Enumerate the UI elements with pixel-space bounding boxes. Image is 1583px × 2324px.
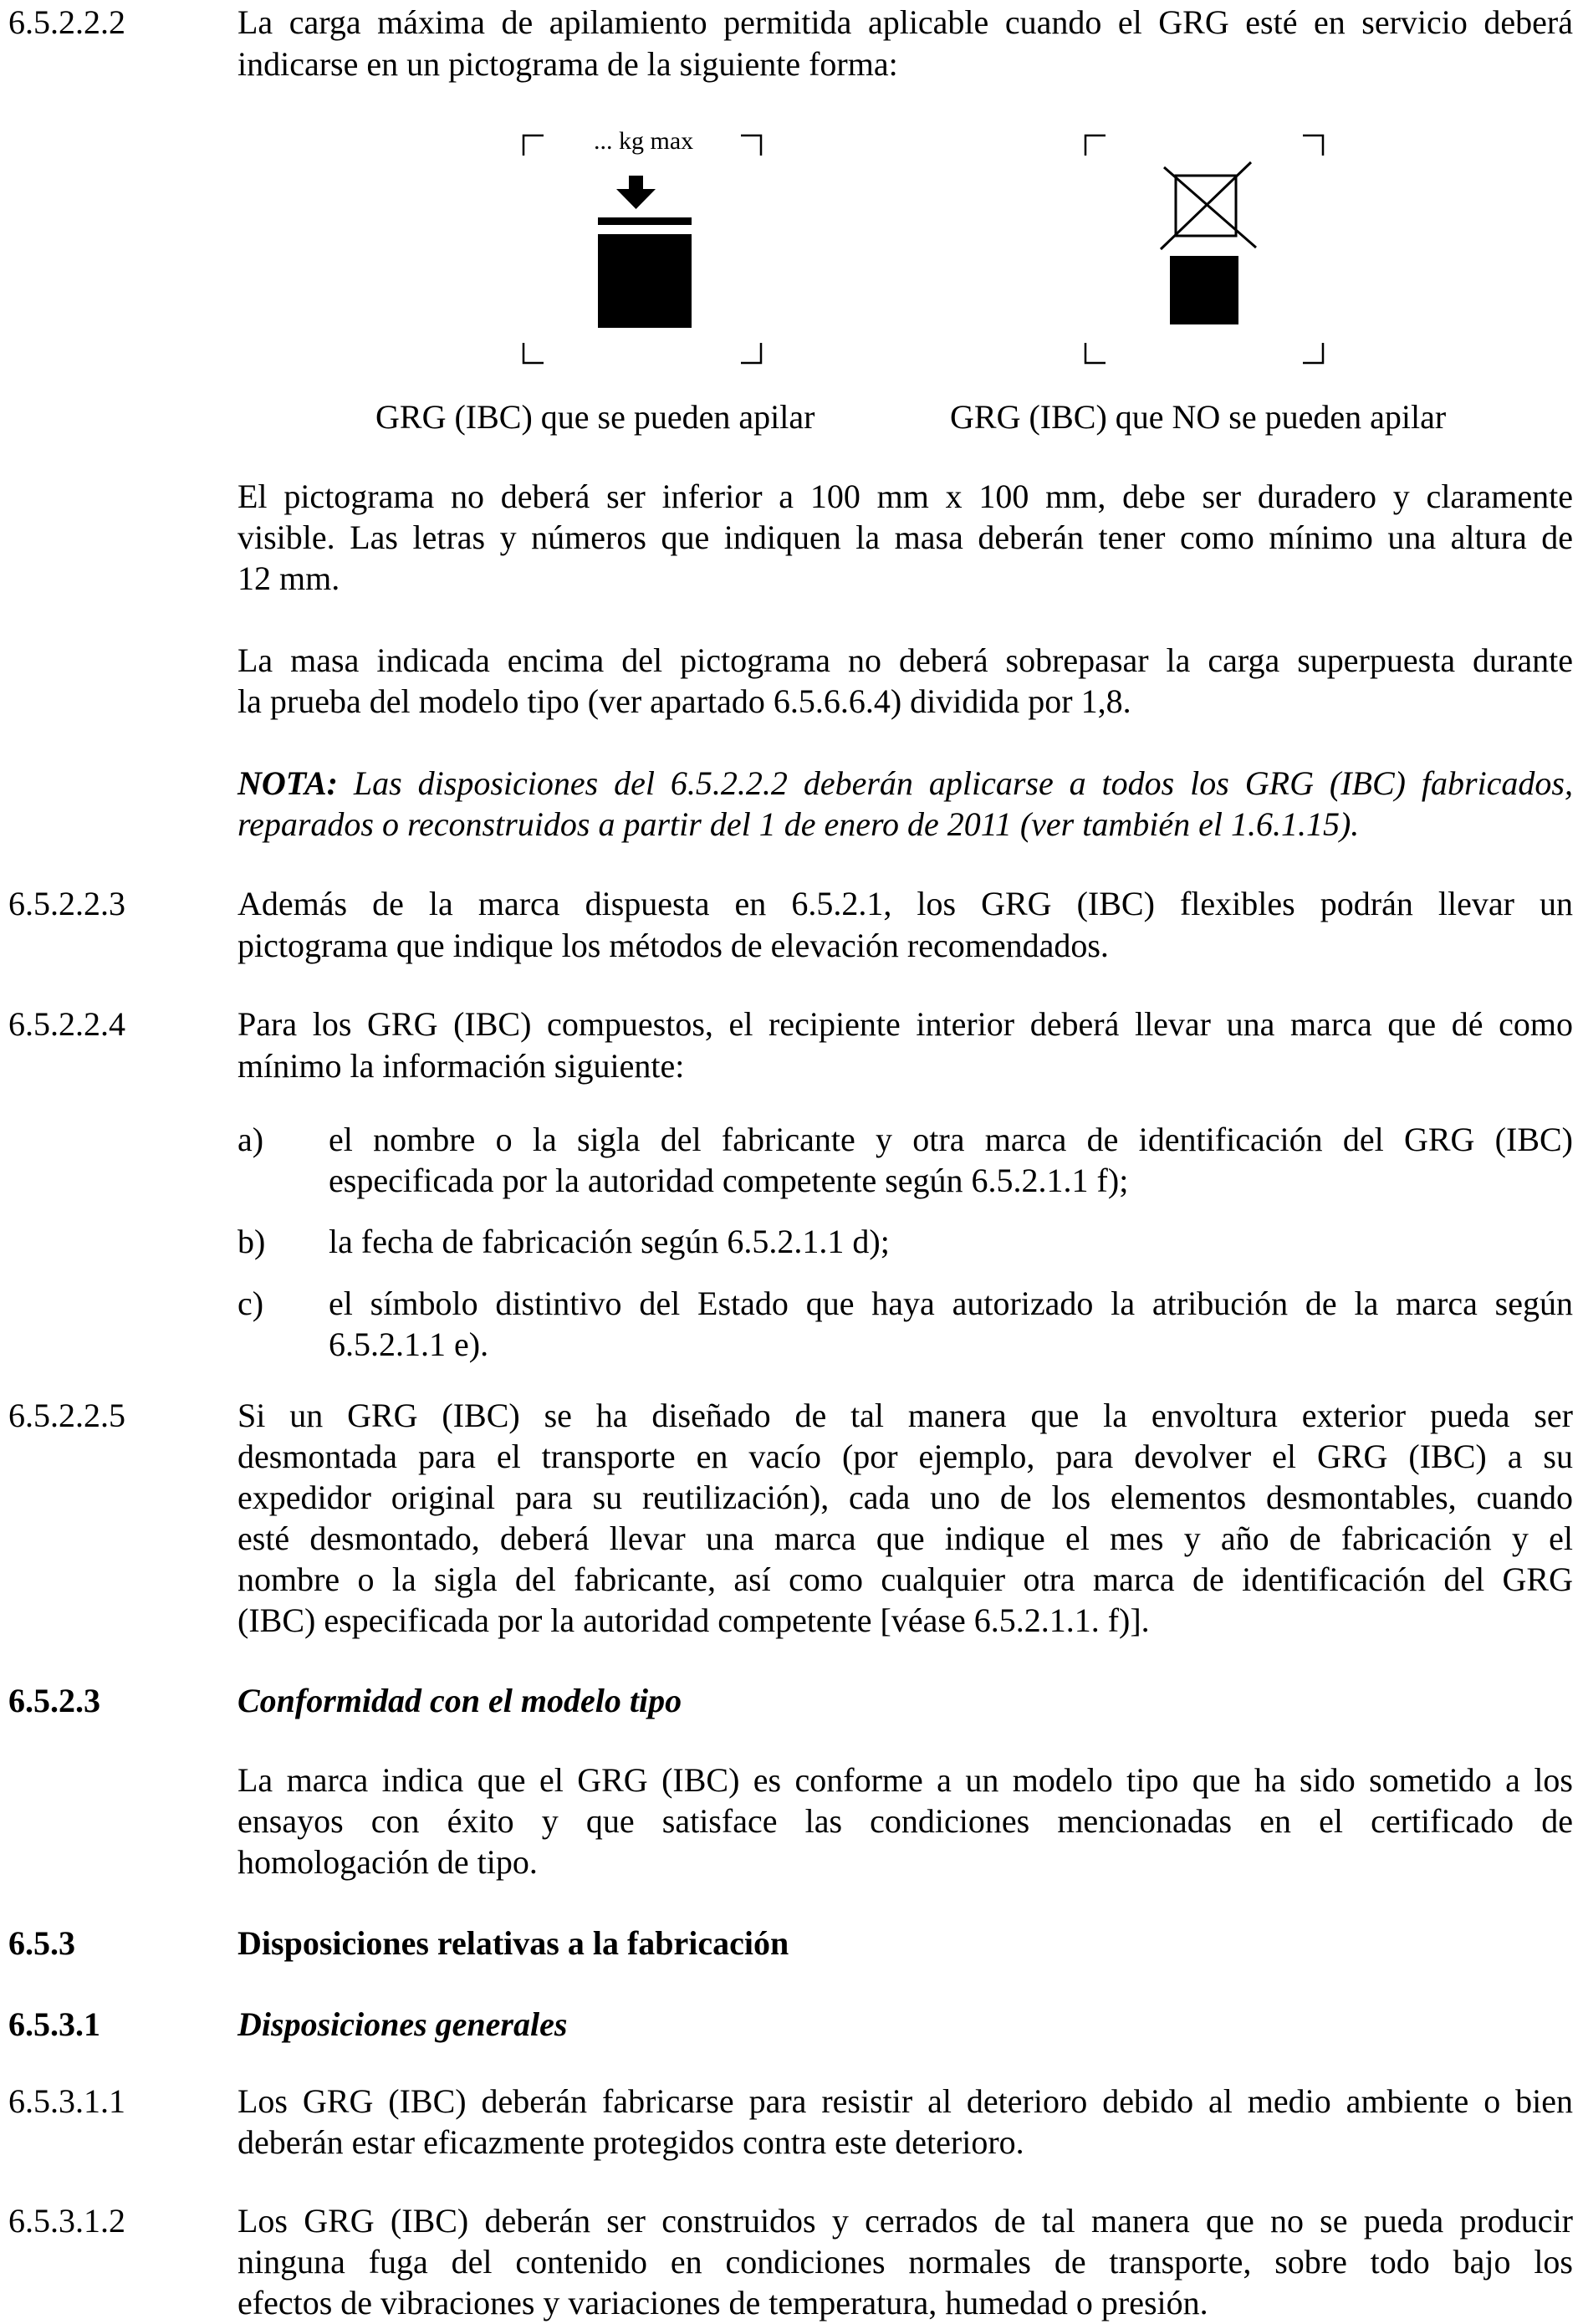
section-number-6-5-3-1: 6.5.3.1 bbox=[8, 2005, 100, 2043]
paragraph-line: Para los GRG (IBC) compuestos, el recipiente interior deberá llevar una marca que dé como bbox=[237, 1005, 1573, 1043]
paragraph-line: La masa indicada encima del pictograma no deberá sobrepasar la carga superpuesta durante bbox=[237, 641, 1573, 679]
load-bar bbox=[598, 217, 692, 225]
section-heading: Disposiciones relativas a la fabricación bbox=[237, 1924, 789, 1962]
paragraph-line: mínimo la información siguiente: bbox=[237, 1047, 685, 1085]
note-line bbox=[237, 763, 1573, 804]
crossed-box-icon bbox=[1161, 162, 1256, 249]
paragraph-line: indicarse en un pictograma de la siguiente forma: bbox=[237, 45, 898, 83]
note-text: Las disposiciones del 6.5.2.2.2 deberán aplicarse a todos los GRG (IBC) fabricados, bbox=[338, 764, 1573, 802]
paragraph-line: homologación de tipo. bbox=[237, 1843, 538, 1881]
paragraph-line: la prueba del modelo tipo (ver apartado 6.5.6.6.4) dividida por 1,8. bbox=[237, 682, 1131, 720]
list-item-line: el nombre o la sigla del fabricante y otra marca de identificación del GRG (IBC) bbox=[329, 1121, 1573, 1158]
stackable-pictogram bbox=[522, 132, 764, 369]
paragraph-line: desmontada para el transporte en vacío (por ejemplo, para devolver el GRG (IBC) a su bbox=[237, 1438, 1573, 1475]
paragraph-line: La carga máxima de apilamiento permitida aplicable cuando el GRG esté en servicio deberá bbox=[237, 3, 1573, 41]
paragraph-line: expedidor original para su reutilización), cada uno de los elementos desmontables, cuando bbox=[237, 1479, 1573, 1516]
paragraph-line: Los GRG (IBC) deberán ser construidos y cerrados de tal manera que no se pueda producir bbox=[237, 2202, 1573, 2240]
section-number-6-5-2-3: 6.5.2.3 bbox=[8, 1682, 100, 1719]
paragraph-line: esté desmontado, deberá llevar una marca que indique el mes y año de fabricación y el bbox=[237, 1520, 1573, 1557]
list-item-line: la fecha de fabricación según 6.5.2.1.1 d); bbox=[329, 1223, 890, 1260]
down-arrow-icon bbox=[616, 176, 656, 209]
paragraph-line: El pictograma no deberá ser inferior a 100 mm x 100 mm, debe ser duradero y claramente bbox=[237, 478, 1573, 515]
section-number-6-5-2-2-2: 6.5.2.2.2 bbox=[8, 3, 125, 41]
section-number-6-5-3-1-1: 6.5.3.1.1 bbox=[8, 2082, 125, 2120]
non-stackable-pictogram bbox=[1084, 132, 1326, 369]
paragraph-line: ensayos con éxito y que satisface las condiciones mencionadas en el certificado de bbox=[237, 1802, 1573, 1840]
pictogram-mass-label: ... kg max bbox=[594, 127, 694, 155]
section-number-6-5-3: 6.5.3 bbox=[8, 1924, 75, 1962]
list-item-line: el símbolo distintivo del Estado que haya autorizado la atribución de la marca según bbox=[329, 1285, 1573, 1322]
list-item-marker: b) bbox=[237, 1223, 266, 1260]
paragraph-line: (IBC) especificada por la autoridad competente [véase 6.5.2.1.1. f)]. bbox=[237, 1601, 1150, 1639]
list-item-line: especificada por la autoridad competente según 6.5.2.1.1 f); bbox=[329, 1162, 1129, 1199]
section-heading: Conformidad con el modelo tipo bbox=[237, 1682, 682, 1719]
note-line: reparados o reconstruidos a partir del 1 de enero de 2011 (ver también el 1.6.1.15). bbox=[237, 805, 1360, 843]
paragraph-line: efectos de vibraciones y variaciones de temperatura, humedad o presión. bbox=[237, 2284, 1208, 2321]
caption-stackable: GRG (IBC) que se pueden apilar bbox=[375, 398, 815, 436]
paragraph-line: ninguna fuga del contenido en condiciones normales de transporte, sobre todo bajo los bbox=[237, 2243, 1573, 2281]
paragraph-line: pictograma que indique los métodos de elevación recomendados. bbox=[237, 927, 1109, 964]
section-heading: Disposiciones generales bbox=[237, 2005, 568, 2043]
paragraph-line: nombre o la sigla del fabricante, así como cualquier otra marca de identificación del GRG bbox=[237, 1560, 1573, 1598]
paragraph-line: La marca indica que el GRG (IBC) es conforme a un modelo tipo que ha sido sometido a los bbox=[237, 1761, 1573, 1799]
caption-non-stackable: GRG (IBC) que NO se pueden apilar bbox=[950, 398, 1447, 436]
section-number-6-5-2-2-5: 6.5.2.2.5 bbox=[8, 1397, 125, 1434]
paragraph-line: deberán estar eficazmente protegidos contra este deterioro. bbox=[237, 2123, 1024, 2161]
package-box bbox=[598, 234, 692, 328]
package-box bbox=[1170, 256, 1238, 324]
paragraph-line: Si un GRG (IBC) se ha diseñado de tal manera que la envoltura exterior pueda ser bbox=[237, 1397, 1573, 1434]
section-number-6-5-2-2-4: 6.5.2.2.4 bbox=[8, 1005, 125, 1043]
paragraph-line: 12 mm. bbox=[237, 559, 340, 597]
list-item-line: 6.5.2.1.1 e). bbox=[329, 1325, 489, 1363]
list-item-marker: c) bbox=[237, 1285, 264, 1322]
paragraph-line: Además de la marca dispuesta en 6.5.2.1, los GRG (IBC) flexibles podrán llevar un bbox=[237, 885, 1573, 922]
paragraph-line: visible. Las letras y números que indiquen la masa deberán tener como mínimo una altura de bbox=[237, 518, 1573, 556]
section-number-6-5-3-1-2: 6.5.3.1.2 bbox=[8, 2202, 125, 2240]
section-number-6-5-2-2-3: 6.5.2.2.3 bbox=[8, 885, 125, 922]
list-item-marker: a) bbox=[237, 1121, 264, 1158]
paragraph-line: Los GRG (IBC) deberán fabricarse para resistir al deterioro debido al medio ambiente o bien bbox=[237, 2082, 1573, 2120]
note-label: NOTA: bbox=[237, 764, 338, 802]
